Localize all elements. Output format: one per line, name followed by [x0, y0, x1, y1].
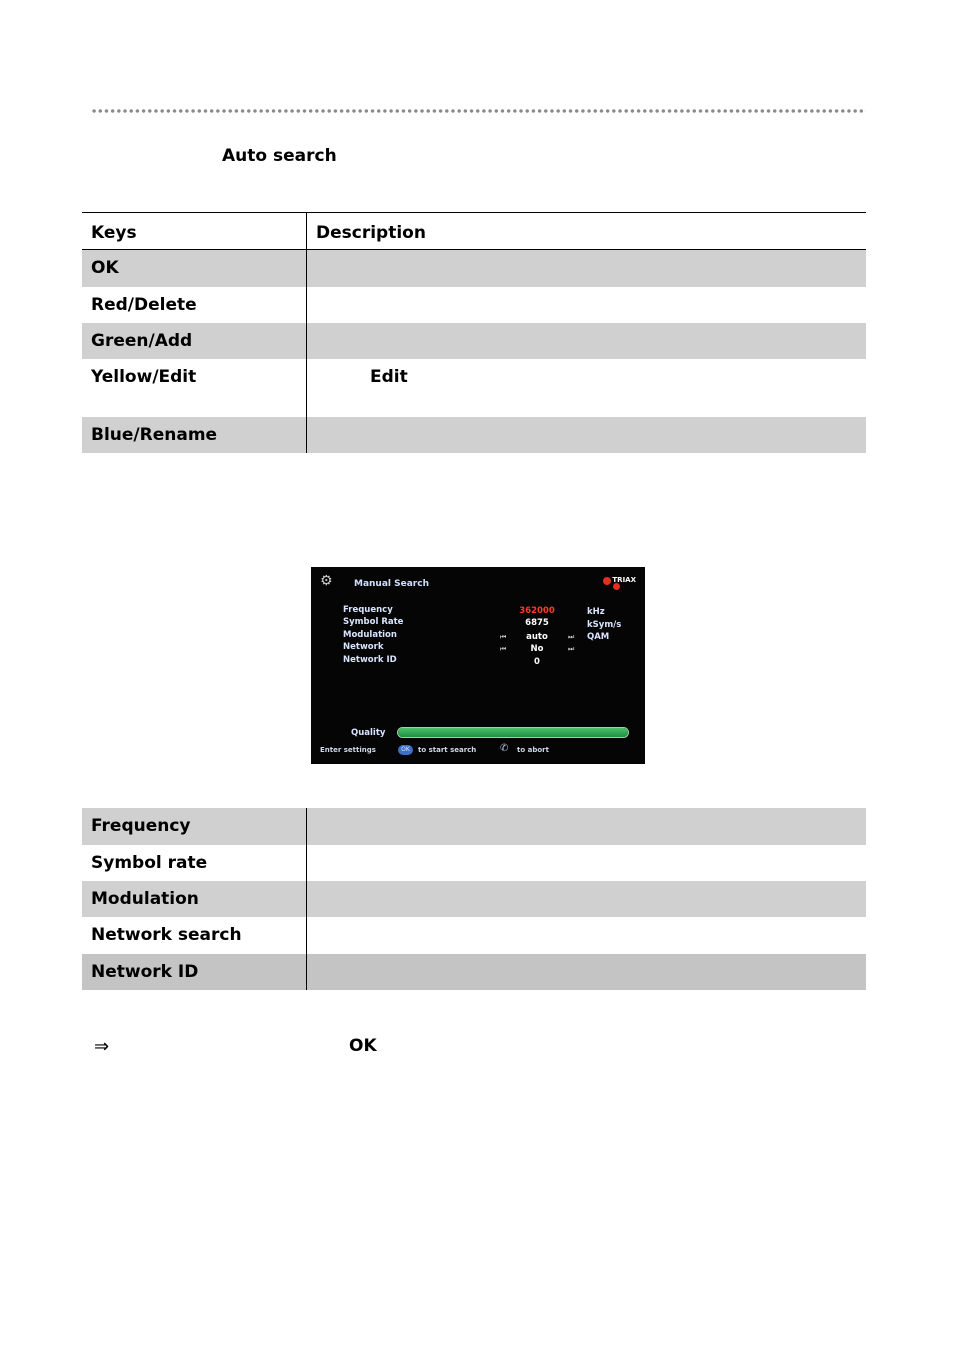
param-symbol-rate: Symbol rate	[82, 845, 307, 881]
section-heading: Auto search	[222, 146, 337, 166]
brand-logo-dot	[613, 583, 620, 590]
skip-forward-icon[interactable]: ⏭	[568, 645, 575, 653]
brand-logo: TRIAX	[612, 576, 636, 584]
key-red-delete-description	[307, 287, 866, 323]
quality-label: Quality	[351, 728, 386, 738]
param-network-id: Network ID	[82, 954, 307, 990]
ok-button-icon: OK	[398, 745, 413, 755]
field-value-symbol-rate[interactable]: 6875	[525, 618, 549, 628]
table-row	[82, 917, 866, 954]
key-ok-description	[307, 250, 866, 287]
param-frequency: Frequency	[82, 808, 307, 845]
param-symbol-rate-description	[307, 845, 866, 881]
param-modulation: Modulation	[82, 881, 307, 917]
table-row	[82, 881, 866, 917]
field-unit-symbol-rate: kSym/s	[587, 620, 622, 630]
phone-icon: ✆	[500, 743, 509, 754]
key-blue-rename-description	[307, 417, 866, 453]
quality-bar	[397, 727, 629, 738]
key-green-add-description	[307, 323, 866, 359]
ok-key-note: OK	[349, 1036, 377, 1056]
keys-table	[82, 212, 866, 453]
field-label-modulation: Modulation	[343, 630, 397, 640]
table-row	[82, 287, 866, 323]
key-ok: OK	[82, 250, 307, 287]
field-label-network: Network	[343, 642, 384, 652]
field-unit-frequency: kHz	[587, 607, 605, 617]
keys-column-header: Keys	[82, 213, 307, 249]
param-network-search: Network search	[82, 917, 307, 954]
screen-title: Manual Search	[354, 579, 429, 589]
skip-back-icon[interactable]: ⏮	[500, 633, 507, 641]
param-modulation-description	[307, 881, 866, 917]
skip-forward-icon[interactable]: ⏭	[568, 633, 575, 641]
arrow-icon: ⇒	[94, 1036, 110, 1057]
table-row	[82, 323, 866, 359]
footer-abort-hint: to abort	[517, 746, 549, 754]
table-row	[82, 808, 866, 845]
key-blue-rename: Blue/Rename	[82, 417, 307, 453]
brand-logo-dot	[603, 577, 611, 585]
field-value-network-id[interactable]: 0	[534, 657, 540, 667]
description-column-header: Description	[316, 223, 426, 243]
skip-back-icon[interactable]: ⏮	[500, 645, 507, 653]
table-row	[82, 359, 866, 417]
table-row	[82, 250, 866, 287]
footer-enter-hint: Enter settings	[320, 746, 376, 754]
param-frequency-description	[307, 808, 866, 845]
table-row	[82, 845, 866, 881]
field-unit-modulation: QAM	[587, 632, 610, 642]
parameters-table	[82, 808, 866, 990]
manual-search-screenshot	[311, 567, 645, 764]
param-network-search-description	[307, 917, 866, 954]
table-row	[82, 417, 866, 453]
table-row	[82, 954, 866, 990]
key-yellow-edit: Yellow/Edit	[82, 359, 307, 417]
field-label-network-id: Network ID	[343, 655, 397, 665]
field-label-frequency: Frequency	[343, 605, 393, 615]
field-label-symbol-rate: Symbol Rate	[343, 617, 404, 627]
quality-bar-fill	[398, 728, 628, 737]
key-green-add: Green/Add	[82, 323, 307, 359]
key-yellow-edit-description: Edit	[370, 367, 408, 387]
dotted-separator	[91, 108, 866, 114]
gear-icon: ⚙	[320, 573, 333, 589]
field-value-network[interactable]: No	[530, 644, 544, 654]
field-value-modulation[interactable]: auto	[526, 632, 548, 642]
field-value-frequency[interactable]: 362000	[519, 606, 555, 616]
key-red-delete: Red/Delete	[82, 287, 307, 323]
footer-start-hint: to start search	[418, 746, 477, 754]
param-network-id-description	[307, 954, 866, 990]
keys-table-header	[82, 213, 866, 250]
